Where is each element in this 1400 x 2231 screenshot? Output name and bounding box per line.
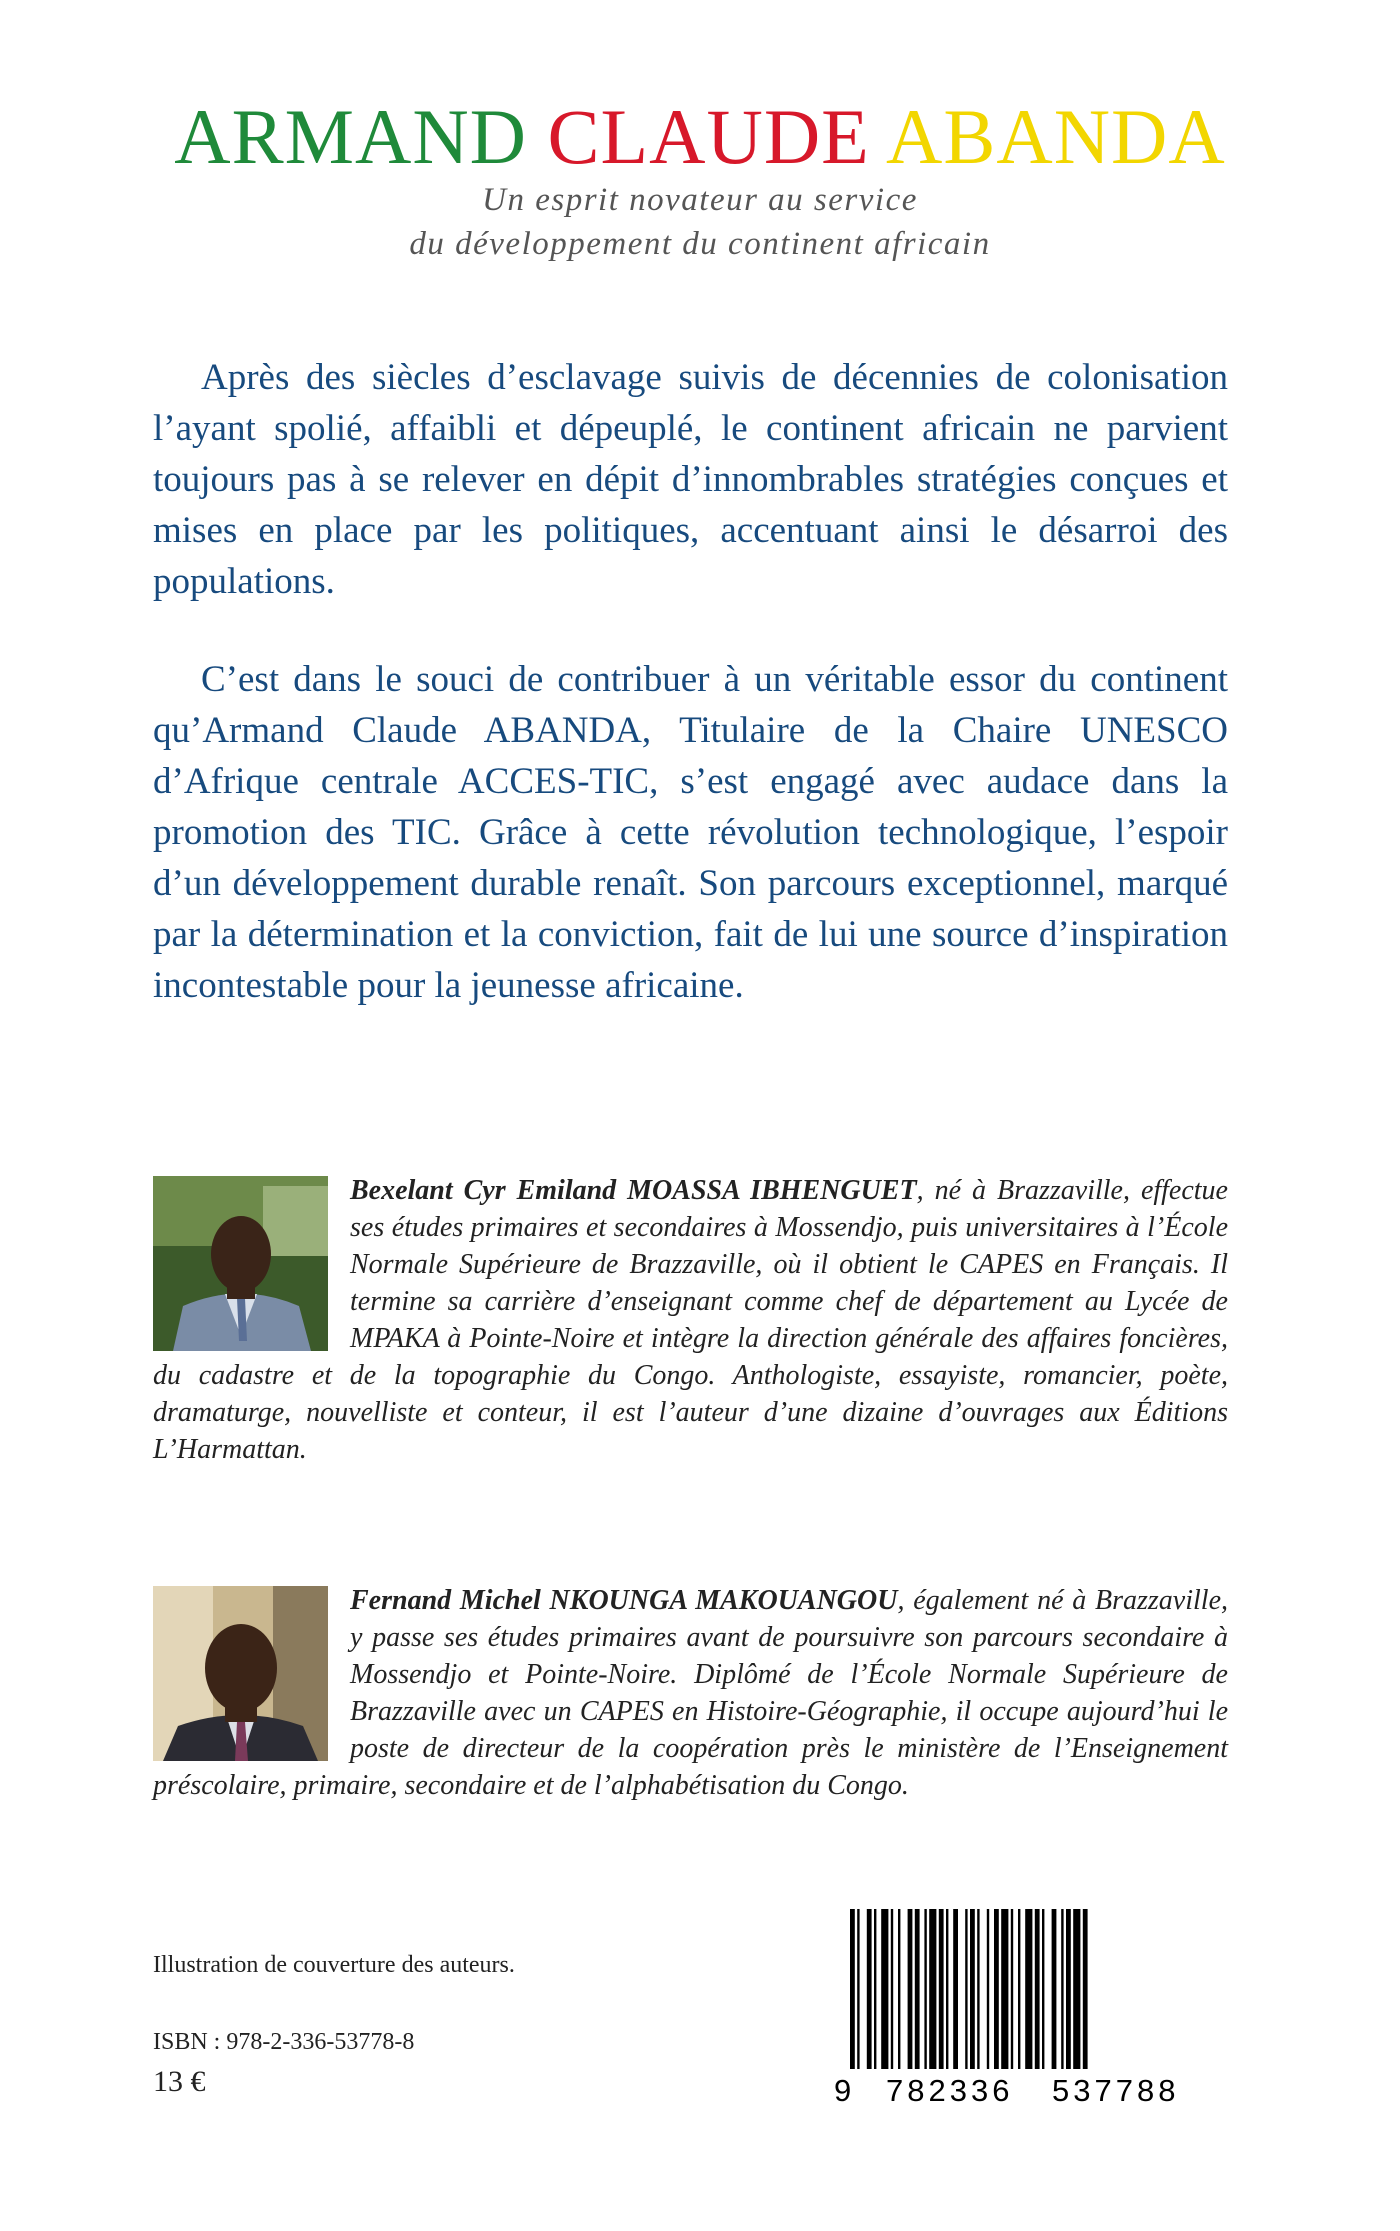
barcode-bar xyxy=(881,1909,888,2069)
book-title xyxy=(0,92,1400,182)
barcode-bar xyxy=(1011,1909,1013,2069)
barcode-bar xyxy=(1073,1909,1080,2069)
barcode-bar xyxy=(970,1909,975,2069)
barcode-bar xyxy=(898,1909,900,2069)
author-photo-1 xyxy=(153,1176,328,1351)
subtitle-line-2: du développement du continent africain xyxy=(409,226,991,262)
barcode-bar xyxy=(994,1909,999,2069)
illustration-credit: Illustration de couverture des auteurs. xyxy=(153,1952,515,1978)
barcode-bar xyxy=(946,1909,948,2069)
book-subtitle xyxy=(0,178,1400,266)
barcode-bar xyxy=(1066,1909,1071,2069)
barcode-bar xyxy=(977,1909,979,2069)
title-word-2: CLAUDE xyxy=(547,93,870,180)
barcode-bar xyxy=(1018,1909,1020,2069)
barcode-bar xyxy=(891,1909,893,2069)
summary-paragraph-2: C’est dans le souci de contribuer à un véritable essor du continent qu’Armand Claude ABANDA, Titulaire de la Chaire UNESCO d’Afrique centrale ACCES-TIC, s’est engagé avec audace dans la promotion des TIC. Grâce à cette révolution technologique, l’espoir d’un développement durable renaît. Son parcours exceptionnel, marqué par la détermination et la conviction, fait de lui une source d’inspiration incontestable pour la jeunesse africaine. xyxy=(153,659,1228,1006)
barcode-bar xyxy=(857,1909,859,2069)
author-name-2: Fernand Michel NKOUNGA MAKOUANGOU xyxy=(350,1585,898,1616)
barcode xyxy=(830,1905,1230,2120)
author-portrait-icon xyxy=(153,1586,328,1761)
barcode-group-1: 782336 xyxy=(886,2073,1014,2108)
barcode-bar xyxy=(939,1909,944,2069)
isbn: ISBN : 978-2-336-53778-8 xyxy=(153,2029,415,2055)
subtitle-line-1: Un esprit novateur au service xyxy=(482,182,918,218)
author-name-1: Bexelant Cyr Emiland MOASSA IBHENGUET xyxy=(350,1175,917,1206)
barcode-bar xyxy=(987,1909,989,2069)
author-text-2: , également né à Brazzaville, y passe ses études primaires avant de poursuivre son parcours secondaire à Mossendjo et Pointe-Noire. Diplômé de l’École Normale Supérieure de Brazzaville avec un CAPES en Histoire-Géographie, il occupe aujourd’hui le poste de directeur de la coopération près le ministère de l’Enseignement préscolaire, primaire, secondaire et de l’alphabétisation du Congo. xyxy=(153,1585,1229,1801)
barcode-bar xyxy=(924,1909,926,2069)
barcode-bar xyxy=(908,1909,913,2069)
summary-paragraph-1: Après des siècles d’esclavage suivis de décennies de colonisation l’ayant spolié, affaibli et dépeuplé, le continent africain ne parvient toujours pas à se relever en dépit d’innombrables stratégies conçues et mises en place par les politiques, accentuant ainsi le désarroi des populations. xyxy=(153,357,1228,602)
barcode-group-2: 537788 xyxy=(1052,2073,1180,2108)
author-portrait-icon xyxy=(153,1176,328,1351)
barcode-first-digit: 9 xyxy=(834,2073,853,2108)
barcode-bar xyxy=(867,1909,872,2069)
barcode-bar xyxy=(1001,1909,1008,2069)
barcode-bar xyxy=(850,1909,855,2069)
barcode-bar xyxy=(953,1909,958,2069)
barcode-bar xyxy=(929,1909,936,2069)
barcode-bars-icon xyxy=(830,1905,1230,2075)
barcode-bar xyxy=(1042,1909,1044,2069)
barcode-bar xyxy=(1083,1909,1088,2069)
barcode-bar xyxy=(1025,1909,1032,2069)
author-bio-1 xyxy=(153,1172,1228,1468)
author-text-1: , né à Brazzaville, effectue ses études primaires et secondaires à Mossendjo, puis universitaires à l’École Normale Supérieure de Brazzaville, où il obtient le CAPES en Français. Il termine sa carrière d’enseignant comme chef de département au Lycée de MPAKA à Pointe-Noire et intègre la direction générale des affaires foncières, du cadastre et de la topographie du Congo. Anthologiste, essayiste, romancier, poète, dramaturge, nouvelliste et conteur, il est l’auteur d’une dizaine d’ouvrages aux Éditions L’Harmattan. xyxy=(153,1175,1228,1465)
title-word-1: ARMAND xyxy=(174,93,527,180)
price: 13 € xyxy=(153,2065,206,2098)
barcode-bar xyxy=(1052,1909,1057,2069)
author-photo-2 xyxy=(153,1586,328,1761)
barcode-bar xyxy=(965,1909,967,2069)
title-word-3: ABANDA xyxy=(886,93,1226,180)
barcode-bar xyxy=(915,1909,920,2069)
barcode-bar xyxy=(1035,1909,1040,2069)
author-bio-2 xyxy=(153,1582,1228,1804)
barcode-bar xyxy=(874,1909,876,2069)
barcode-bar xyxy=(1061,1909,1063,2069)
